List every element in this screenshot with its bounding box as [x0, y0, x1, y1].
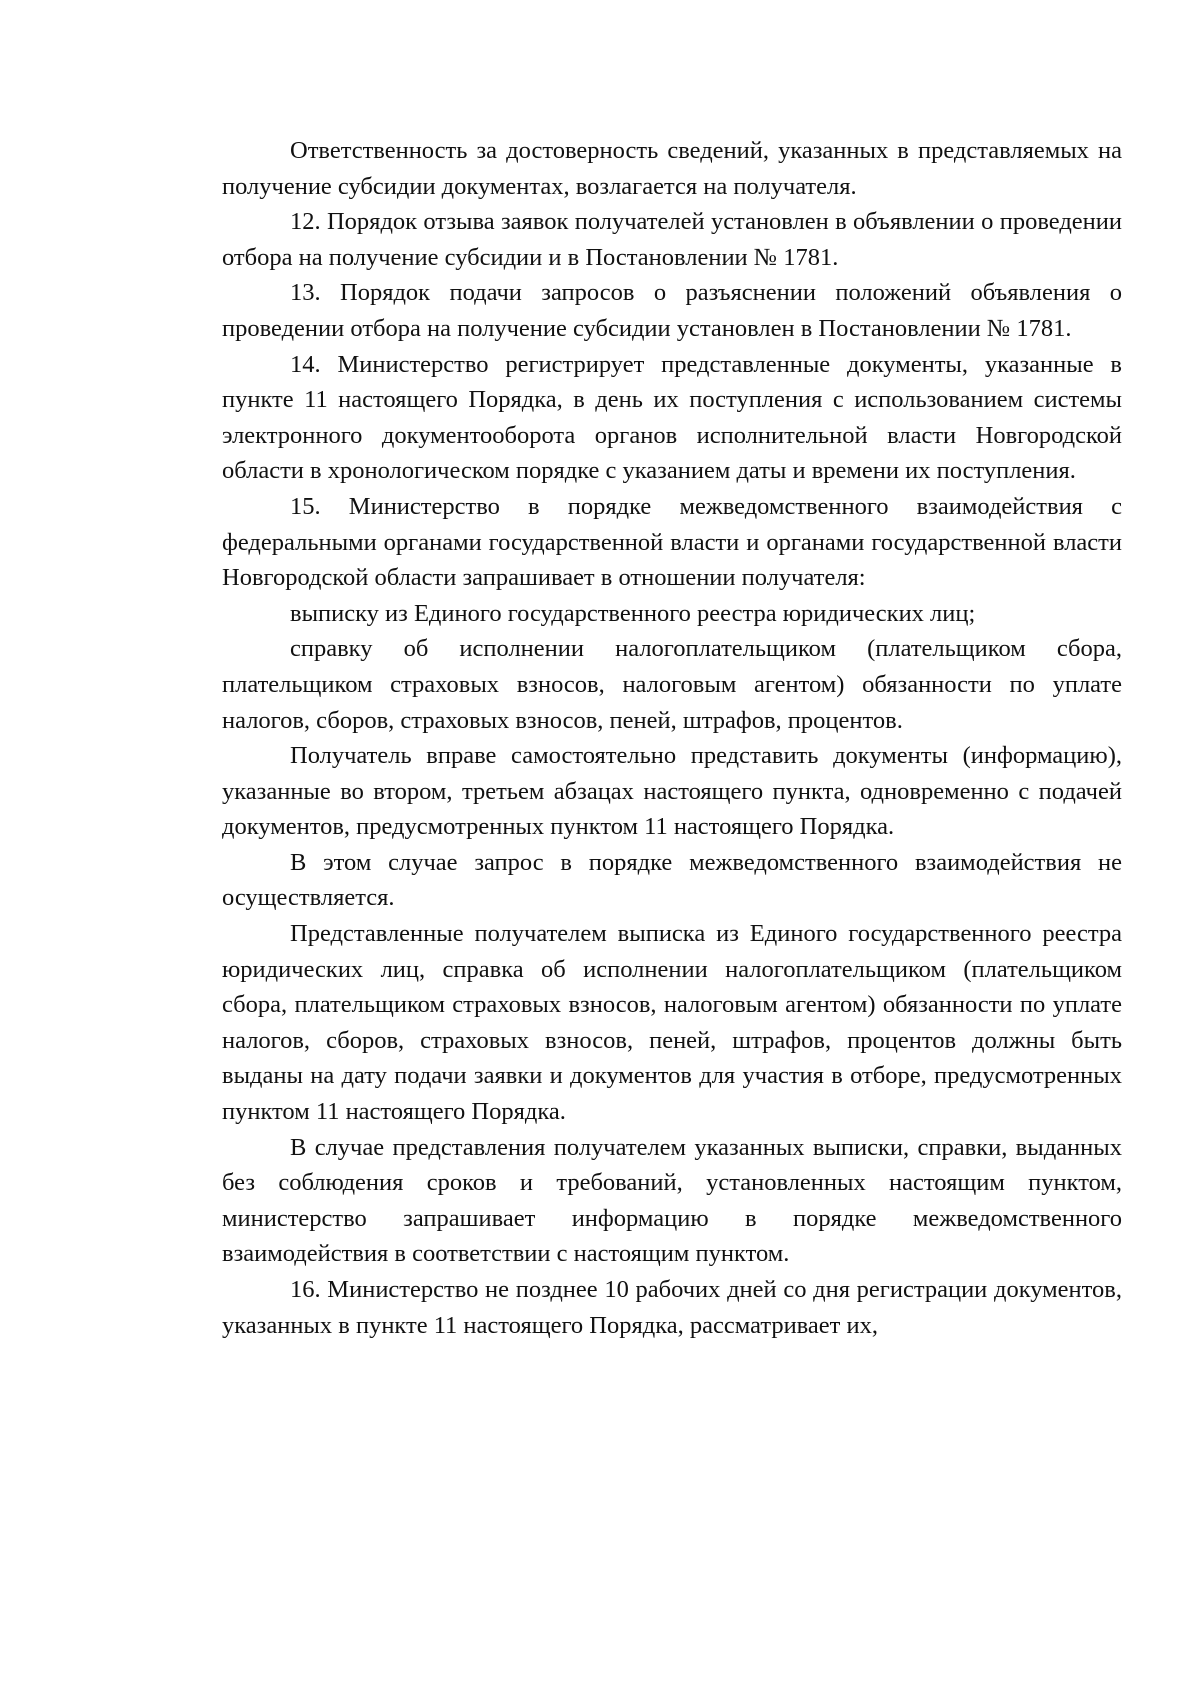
paragraph-responsibility: Ответственность за достоверность сведений, указанных в представляемых на получение субсидии документах, возлагается на получателя. — [222, 137, 1122, 200]
paragraph-15-invalid-docs: В случае представления получателем указанных выписки, справки, выданных без соблюдения сроков и требований, установленных настоящим пунктом, министерство запрашивает информацию в порядке межведомственного взаимодействия в соответствии с настоящим пунктом. — [222, 1133, 1122, 1268]
paragraph-16: 16. Министерство не позднее 10 рабочих дней со дня регистрации документов, указанных в пункте 11 настоящего Порядка, рассматривает их, — [222, 1276, 1122, 1339]
paragraph-15-recipient-right: Получатель вправе самостоятельно представить документы (информацию), указанные во втором, третьем абзацах настоящего пункта, одновременно с подачей документов, предусмотренных пунктом 11 настоящего Порядка. — [222, 742, 1122, 841]
paragraph-13: 13. Порядок подачи запросов о разъяснении положений объявления о проведении отбора на получение субсидии установлен в Постановлении № 1781. — [222, 279, 1122, 342]
paragraph-15: 15. Министерство в порядке межведомственного взаимодействия с федеральными органами государственной власти и органами государственной власти Новгородской области запрашивает в отношении получателя: — [222, 492, 1122, 592]
document-page — [222, 133, 1122, 1343]
paragraph-15-validity: Представленные получателем выписка из Единого государственного реестра юридических лиц, справка об исполнении налогоплательщиком (плательщиком сбора, плательщиком страховых взносов, налоговым агентом) обязанности по уплате налогов, сборов, страховых взносов, пеней, штрафов, процентов должны быть выданы на дату подачи заявки и документов для участия в отборе, предусмотренных пунктом 11 настоящего Порядка. — [222, 920, 1122, 1126]
paragraph-15-extract: выписку из Единого государственного реестра юридических лиц; — [290, 599, 976, 627]
paragraph-15-certificate: справку об исполнении налогоплательщиком (плательщиком сбора, плательщиком страховых взносов, налоговым агентом) обязанности по уплате налогов, сборов, страховых взносов, пеней, штрафов, процентов. — [222, 635, 1122, 734]
paragraph-14: 14. Министерство регистрирует представленные документы, указанные в пункте 11 настоящего Порядка, в день их поступления с использованием системы электронного документооборота органов исполнительной власти Новгородской области в хронологическом порядке с указанием даты и времени их поступления. — [222, 350, 1122, 485]
paragraph-12: 12. Порядок отзыва заявок получателей установлен в объявлении о проведении отбора на получение субсидии и в Постановлении № 1781. — [222, 208, 1122, 271]
paragraph-15-no-request: В этом случае запрос в порядке межведомственного взаимодействия не осуществляется. — [222, 848, 1122, 912]
